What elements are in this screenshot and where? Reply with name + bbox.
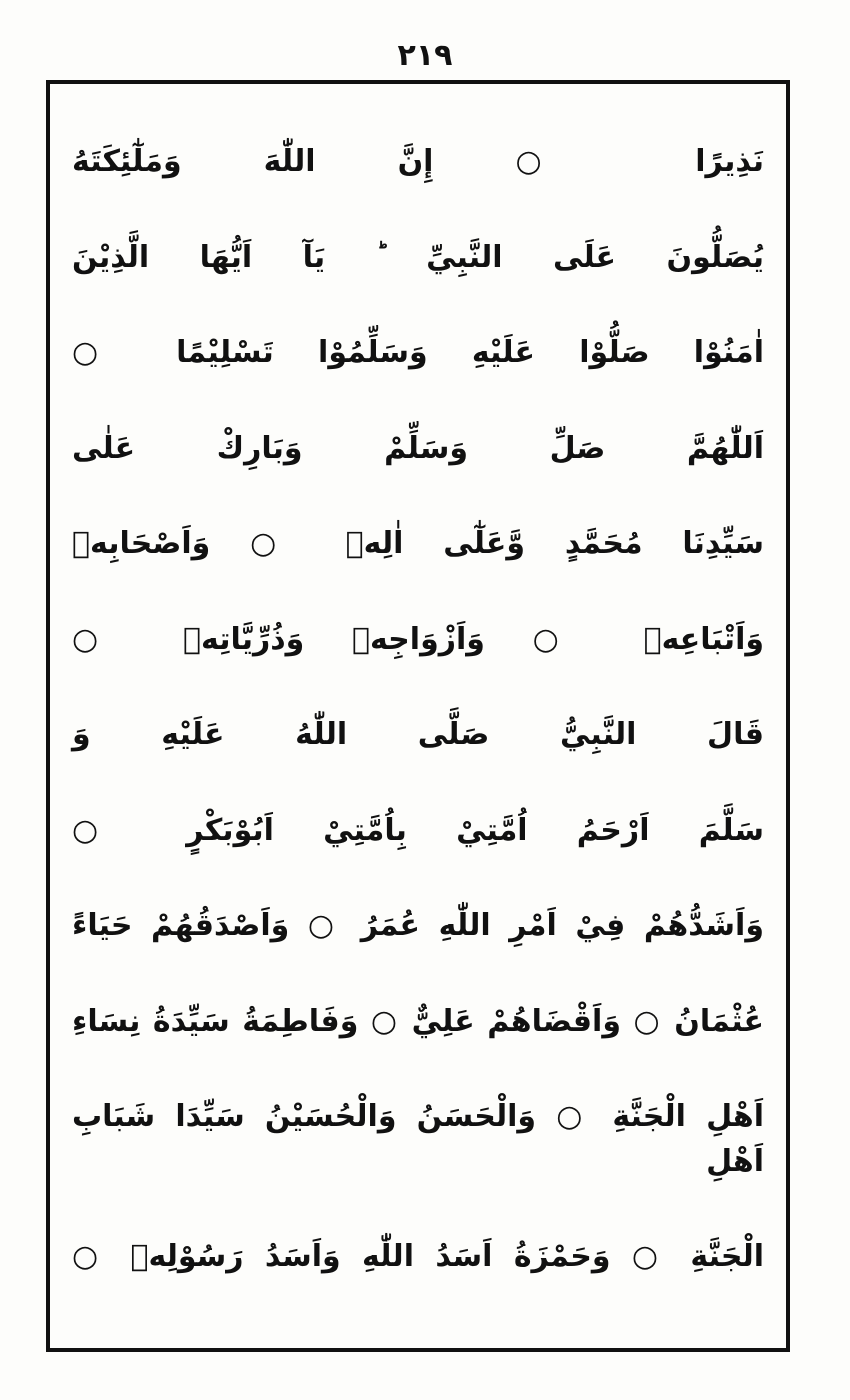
text-line: سَيِّدِنَا مُحَمَّدٍ وَّعَلٰٓى اٰلِهٖ ○ وَاَصْحَابِهٖ — [72, 526, 764, 561]
text-line: يُصَلُّونَ عَلَى النَّبِيِّ ؕ يَآ اَيُّهَا الَّذِيْنَ — [72, 239, 764, 275]
text-line: اَهْلِ الْجَنَّةِ ○ وَالْحَسَنُ وَالْحُسَيْنُ سَيِّدَا شَبَابِ اَهْلِ — [72, 1099, 764, 1179]
text-line: سَلَّمَ اَرْحَمُ اُمَّتِيْ بِاُمَّتِيْ اَبُوْبَكْرٍ ○ — [72, 812, 764, 848]
text-line: عُثْمَانُ ○ وَاَقْضَاهُمْ عَلِيٌّ ○ وَفَاطِمَةُ سَيِّدَةُ نِسَاءِ — [72, 1003, 764, 1039]
text-line: وَاَشَدُّهُمْ فِيْ اَمْرِ اللّٰهِ عُمَرُ ○ وَاَصْدَقُهُمْ حَيَاءً — [72, 908, 764, 943]
page-number: ۲۱۹ — [397, 38, 453, 73]
text-line: الْجَنَّةِ ○ وَحَمْزَةُ اَسَدُ اللّٰهِ وَاَسَدُ رَسُوْلِهٖ ○ — [72, 1239, 764, 1274]
text-line: نَذِيرًا ○ إِنَّ اللّٰهَ وَمَلٰٓئِكَتَهُ — [72, 144, 764, 179]
text-frame — [46, 80, 790, 1352]
text-line: اٰمَنُوْا صَلُّوْا عَلَيْهِ وَسَلِّمُوْا تَسْلِيْمًا ○ — [72, 335, 764, 370]
text-line: وَاَتْبَاعِهٖ ○ وَاَزْوَاجِهٖ وَذُرِّيَّاتِهٖ ○ — [72, 621, 764, 657]
text-line: قَالَ النَّبِيُّ صَلَّى اللّٰهُ عَلَيْهِ وَ — [72, 717, 764, 752]
text-line: اَللّٰهُمَّ صَلِّ وَسَلِّمْ وَبَارِكْ عَلٰى — [72, 430, 764, 466]
